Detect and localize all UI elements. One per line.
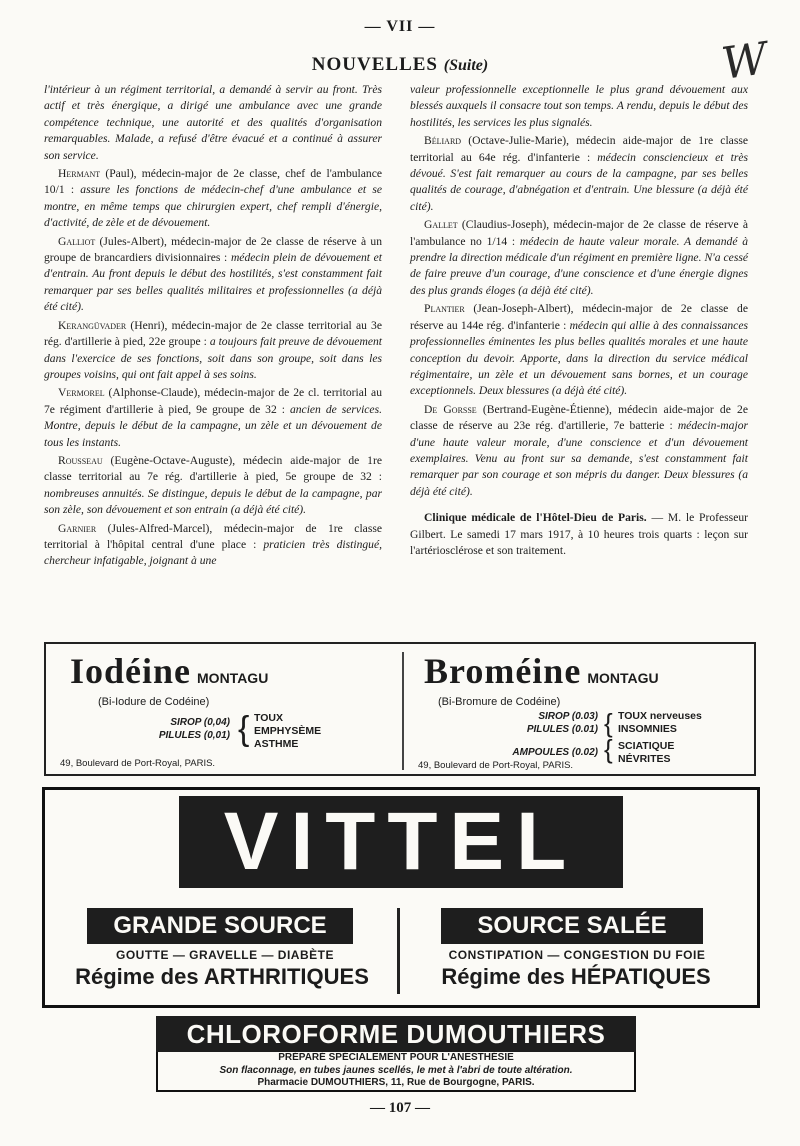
citation-detail: (Jean-Joseph-Albert), médecin-major de 2e classe de réserve au 144e rég. d'infanterie : [410,302,748,332]
hepatiques-regime: Régime des HÉPATIQUES [441,964,711,989]
bromeine-indications [618,710,702,766]
iodeine-indication: EMPHYSÈME [254,725,322,737]
handwritten-annotation: W [718,33,771,90]
right-column [410,82,748,561]
brace-icon: { [604,734,613,764]
grande-source-diseases: GOUTTE — GRAVELLE — DIABÈTE [116,948,334,962]
iodeine-indication: ASTHME [254,738,299,750]
citation-paragraph [410,217,748,299]
chloroforme-line: Pharmacie DUMOUTHIERS, 11, Rue de Bourgogne, PARIS. [257,1077,535,1088]
bromeine-indication: TOUX nerveuses [618,710,702,722]
codeine-ad [44,642,756,776]
vittel-divider [397,908,400,994]
citation-text: médecin de haute valeur morale. A demandé à prendre la direction médicale d'un régiment en première ligne. N'a cessé de faire preuve d'un courage, d'une conscience et d'une énergie dignes des plus grands éloges (a déjà été cité). [410,234,748,297]
citation-paragraph [44,166,382,232]
vittel-brand: VITTEL [179,796,623,888]
citation-text: praticien très distingué, chercheur infatigable, joignant à une [44,537,382,568]
citation-name: Galliot [58,234,96,248]
iodeine-maker: MONTAGU [197,670,269,686]
bromeine-indication: INSOMNIES [618,723,677,735]
citation-paragraph [44,234,382,316]
page-number-roman: — VII — [364,18,436,35]
chloroforme-ad [156,1052,636,1092]
iodeine-form: SIROP (0,04) [170,717,230,728]
citation-detail: (Jules-Albert), médecin-major de 2e classe de réserve à un groupe de brancardiers divisionnaires : [44,234,382,265]
citation-text: médecin-major d'une haute valeur morale, d'une conscience et d'un dévouement exemplaires. Venu au front sur sa demande, s'est constamment fait remarquer par son courage et son mépris du danger. Deux blessures (a déjà été cité). [410,419,748,498]
bromeine-form: PILULES (0.01) [526,724,598,735]
paragraph-text: valeur professionnelle exceptionnelle le plus grand dévouement aux blessés auxquels il consacre tout son temps. A rendu, depuis le début des hostilités, les services les plus signalés. [410,83,748,129]
citation-paragraph [44,521,382,570]
chloroforme-line: PRÉPARÉ SPÉCIALEMENT POUR L'ANESTHÉSIE [278,1052,514,1063]
iodeine-ad [60,650,400,772]
bromeine-address: 49, Boulevard de Port-Royal, PARIS. [418,760,574,771]
bromeine-form: AMPOULES (0.02) [512,747,598,758]
chloroforme-line: Son flaconnage, en tubes jaunes scellés, le met à l'abri de toute altération. [219,1064,573,1076]
citation-detail: (Jules-Alfred-Marcel), médecin-major de 1re classe territorial à l'hôpital central d'une place : [44,521,382,551]
citation-detail: (Paul), médecin-major de 2e classe, chef de l'ambulance 10/1 : [44,167,382,197]
section-title-suffix: (Suite) [443,57,489,74]
citation-text: médecin plein de dévouement et d'entrain. Au front depuis le début des hostilités, s'est constamment fait remarquer par ses belles qualités militaires et professionnelles (a déjà été cité). [44,251,383,314]
iodeine-form: PILULES (0,01) [158,730,230,741]
citation-name: Garnier [58,521,97,535]
bromeine-indication: NÉVRITES [618,753,671,765]
citation-paragraph [44,318,382,384]
citation-text: médecin consciencieux et très dévoué. S'est fait remarquer au cours de la campagne, par ses belles qualités de courage, d'abnégation et d'entrain. Une blessure (a déjà été cité). [410,150,748,213]
citation-detail: (Bertrand-Eugène-Étienne), médecin aide-major de 2e classe de réserve au 23e rég. d'artillerie, 7e batterie : [410,402,748,433]
iodeine-forms [120,716,230,742]
vittel-ad [42,787,760,1008]
arthritiques-regime: Régime des ARTHRITIQUES [75,964,369,989]
bromeine-maker: MONTAGU [587,670,659,686]
citation-paragraph [410,133,748,215]
citation-text: médecin qui allie à des connaissances professionnelles éminentes les plus belles qualités morales et une haute conception du devoir. Apporte, dans la direction du service médical régimentaire, un zèle et un dévouement sans bornes, et un courage exceptionnels. Deux blessures (a déjà été cité). [410,318,748,398]
clinique-text: — M. le Professeur Gilbert. Le samedi 17 mars 1917, à 10 heures trois quarts : leçon sur l'artériosclérose et son traitement. [410,511,748,557]
left-column [44,82,382,572]
bromeine-form: SIROP (0.03) [538,711,598,722]
section-title-text: NOUVELLES [311,54,438,75]
citation-paragraph [44,453,382,519]
citation-name: Rousseau [58,453,103,467]
article-paragraph [44,82,382,164]
page-number: — 107 — [370,1100,430,1116]
citation-name: Plantier [424,302,465,316]
citation-name: Gallet [424,218,458,232]
citation-text: ancien de services. Montre, depuis le début de la campagne, un zèle et un dévouement de tous les instants. [44,402,382,449]
brace-icon: { [238,710,250,748]
bromeine-forms [478,710,598,759]
citation-text: a toujours fait preuve de dévouement dans l'exercice de ses fonctions, soit dans son groupe, soit dans les groupes voisins, qui ont fait appel à ses soins. [44,335,382,381]
source-salee-label: SOURCE SALÉE [441,908,703,944]
citation-detail: (Henri), médecin-major de 2e classe territorial au 3e rég. d'artillerie à pied, 22e groupe : [44,318,382,349]
bromeine-ad [418,650,758,772]
section-title [0,54,800,76]
iodeine-indication: TOUX [254,712,283,724]
citation-paragraph [410,402,748,500]
citation-paragraph [410,301,748,399]
iodeine-indications [254,712,321,751]
chloroforme-brand: CHLOROFORME DUMOUTHIERS [156,1016,636,1052]
citation-detail: (Octave-Julie-Marie), médecin aide-major de 1re classe territorial au 64e rég. d'infanterie : [410,134,748,164]
bromeine-indication: SCIATIQUE [618,740,675,752]
iodeine-subtitle: (Bi-Iodure de Codéine) [98,696,210,708]
citation-name: De Gorsse [424,402,477,416]
bromeine-subtitle: (Bi-Bromure de Codéine) [438,696,561,708]
citation-name: Béliard [424,134,462,148]
citation-detail: (Eugène-Octave-Auguste), médecin aide-major de 1re classe territorial au 7e rég. d'artillerie à pied, 5e groupe de 32 : [44,453,382,484]
citation-name: Kerangüvader [58,318,127,332]
grande-source-label: GRANDE SOURCE [87,908,353,944]
bromeine-brand: Broméine [424,651,582,691]
iodeine-brand: Iodéine [70,651,192,691]
clinique-title: Clinique médicale de l'Hôtel-Dieu de Paris. [424,511,647,525]
article-paragraph [410,82,748,131]
paragraph-text: l'intérieur à un régiment territorial, a demandé à servir au front. Très actif et très énergique, a dirigé une ambulance avec une grande compétence technique, une autorité et des qualités d'organisation remarquables. Malade, a refusé d'être évacué et a continué à assurer son service. [44,83,382,162]
citation-detail: (Alphonse-Claude), médecin-major de 2e cl. territorial au 7e régiment d'artillerie à pied, 9e groupe de 32 : [44,386,382,416]
source-salee-diseases: CONSTIPATION — CONGESTION DU FOIE [448,948,706,962]
citation-name: Vermorel [58,386,105,400]
citation-detail: (Claudius-Joseph), médecin-major de 2e classe de réserve à l'ambulance no 1/14 : [410,218,748,248]
citation-text: nombreuses annuités. Se distingue, depuis le début de la campagne, par son zèle, son dévouement et son entrain (a déjà été cité). [44,486,382,517]
brace-icon: { [604,708,613,738]
clinique-notice [410,510,748,559]
iodeine-address: 49, Boulevard de Port-Royal, PARIS. [60,758,216,769]
citation-paragraph [44,385,382,451]
citation-text: assure les fonctions de médecin-chef d'une ambulance et se montre, en même temps que chirurgien expert, chef rempli d'énergie, d'activité, de zèle et de dévouement. [44,183,382,230]
citation-name: Hermant [58,167,101,181]
ad-divider [402,652,404,770]
